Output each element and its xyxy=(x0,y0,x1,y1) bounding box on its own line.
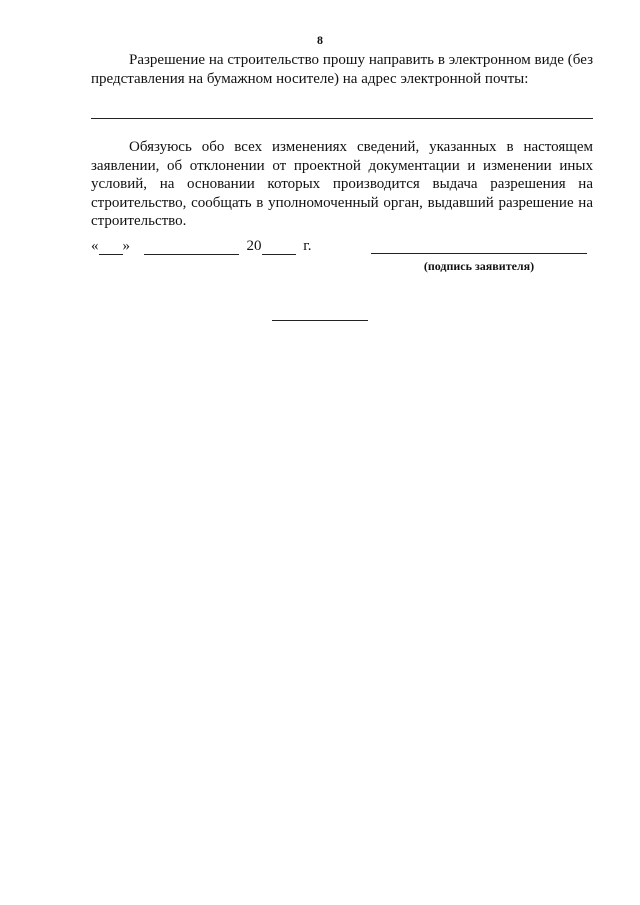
month-blank xyxy=(144,240,239,255)
page-number: 8 xyxy=(317,33,323,47)
signature-caption: (подпись заявителя) xyxy=(423,259,535,273)
date-open-quote: « xyxy=(91,238,99,254)
date-row xyxy=(91,237,311,255)
email-request-paragraph: Разрешение на строительство прошу направить в электронном виде (без представления на бумажном носителе) на адрес электронной почты: xyxy=(91,52,593,87)
obligation-paragraph: Обязуюсь обо всех изменениях сведений, указанных в настоящем заявлении, об отклонении от проектной документации и изменении иных условий, на основании которых производится выдача разрешения на строительство, сообщать в уполномоченный орган, выдавший разрешение на строительство. xyxy=(91,139,593,229)
day-blank xyxy=(99,240,123,255)
year-suffix: г. xyxy=(303,238,312,254)
signature-line xyxy=(371,253,587,254)
year-prefix: 20 xyxy=(246,238,262,254)
email-address-line xyxy=(91,118,593,119)
date-close-quote: » xyxy=(122,238,130,254)
year-blank xyxy=(262,240,296,255)
end-separator-line xyxy=(272,320,368,321)
